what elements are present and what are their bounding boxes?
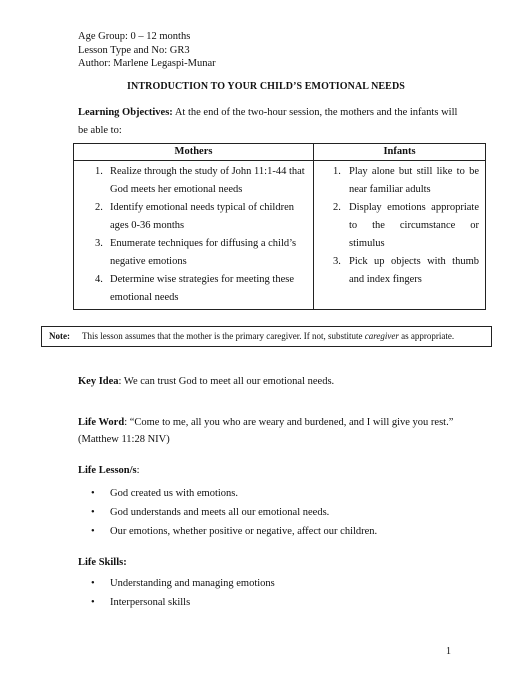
list-item <box>74 199 307 235</box>
life-lessons-list <box>0 484 377 541</box>
item-number: 3. <box>332 256 341 267</box>
life-skills-list <box>0 574 275 612</box>
note-box <box>41 326 492 347</box>
list-item <box>314 163 479 199</box>
bullet-icon: • <box>91 597 95 608</box>
list-item <box>0 522 377 541</box>
list-item <box>0 574 275 593</box>
item-number: 4. <box>95 274 103 285</box>
item-text: Realize through the study of John 11:1-44 that God meets her emotional needs <box>110 166 305 195</box>
list-item <box>74 163 307 199</box>
document-title: INTRODUCTION TO YOUR CHILD’S EMOTIONAL NEEDS <box>127 81 405 92</box>
learning-objectives-text: At the end of the two-hour session, the mothers and the infants will be able to: <box>78 107 458 136</box>
life-lessons-heading-suffix: : <box>136 465 140 476</box>
life-word <box>78 414 478 448</box>
bullet-icon: • <box>91 488 95 499</box>
bullet-icon: • <box>91 578 95 589</box>
item-text: Enumerate techniques for diffusing a child’s negative emotions <box>110 238 297 267</box>
key-idea-text: : We can trust God to meet all our emotional needs. <box>118 376 335 387</box>
item-text: Display emotions appropriate to the circumstance or stimulus <box>348 202 479 249</box>
mothers-header: Mothers <box>74 144 314 161</box>
key-idea <box>78 376 334 387</box>
author-line: Author: Marlene Legaspi-Munar <box>78 58 216 69</box>
note-text-before: This lesson assumes that the mother is the primary caregiver. If not, substitute <box>82 331 365 341</box>
key-idea-label: Key Idea <box>78 376 119 387</box>
mothers-list <box>74 161 313 309</box>
list-item <box>314 253 479 289</box>
list-item <box>74 235 307 271</box>
item-number: 2. <box>95 202 103 213</box>
life-word-label: Life Word <box>78 417 125 428</box>
note-text <box>82 327 454 346</box>
item-number: 3. <box>95 238 103 249</box>
item-text: Pick up objects with thumb and index fingers <box>348 256 479 285</box>
item-number: 1. <box>332 166 341 177</box>
life-word-text: : “Come to me, all you who are weary and burdened, and I will give you rest.” (Matthew 11:28 NIV) <box>78 417 454 445</box>
infants-header: Infants <box>313 144 485 161</box>
item-text: Determine wise strategies for meeting these emotional needs <box>110 274 294 303</box>
list-item <box>0 593 275 612</box>
item-text: Play alone but still like to be near familiar adults <box>348 166 479 195</box>
list-item-text: Understanding and managing emotions <box>110 578 275 589</box>
item-number: 1. <box>95 166 103 177</box>
infants-cell <box>313 161 485 310</box>
list-item <box>74 271 307 307</box>
lesson-type-line: Lesson Type and No: GR3 <box>78 44 190 56</box>
age-group-line: Age Group: 0 – 12 months <box>78 31 191 42</box>
note-text-emphasis: caregiver <box>364 331 399 341</box>
bullet-icon: • <box>91 526 95 537</box>
table-header-row <box>74 144 486 161</box>
list-item-text: God understands and meets all our emotional needs. <box>110 507 330 518</box>
note-text-after: as appropriate. <box>398 331 455 341</box>
note-label: Note: <box>49 331 70 341</box>
table-body-row <box>74 161 486 310</box>
page-number: 1 <box>446 646 451 657</box>
item-text: Identify emotional needs typical of children ages 0-36 months <box>110 202 294 231</box>
learning-objectives-label: Learning Objectives: <box>78 107 173 118</box>
list-item-text: God created us with emotions. <box>110 488 239 499</box>
mothers-cell <box>74 161 314 310</box>
item-number: 2. <box>332 202 341 213</box>
bullet-icon: • <box>91 507 95 518</box>
objectives-table <box>73 143 486 310</box>
life-skills-heading: Life Skills: <box>78 557 127 568</box>
list-item-text: Our emotions, whether positive or negative, affect our children. <box>110 526 378 537</box>
list-item <box>0 503 377 522</box>
life-lessons-heading-text: Life Lesson/s <box>78 465 137 476</box>
learning-objectives <box>78 104 466 140</box>
list-item-text: Interpersonal skills <box>110 597 191 608</box>
infants-list <box>314 161 485 291</box>
life-lessons-heading <box>78 465 140 476</box>
list-item <box>0 484 377 503</box>
list-item <box>314 199 479 253</box>
